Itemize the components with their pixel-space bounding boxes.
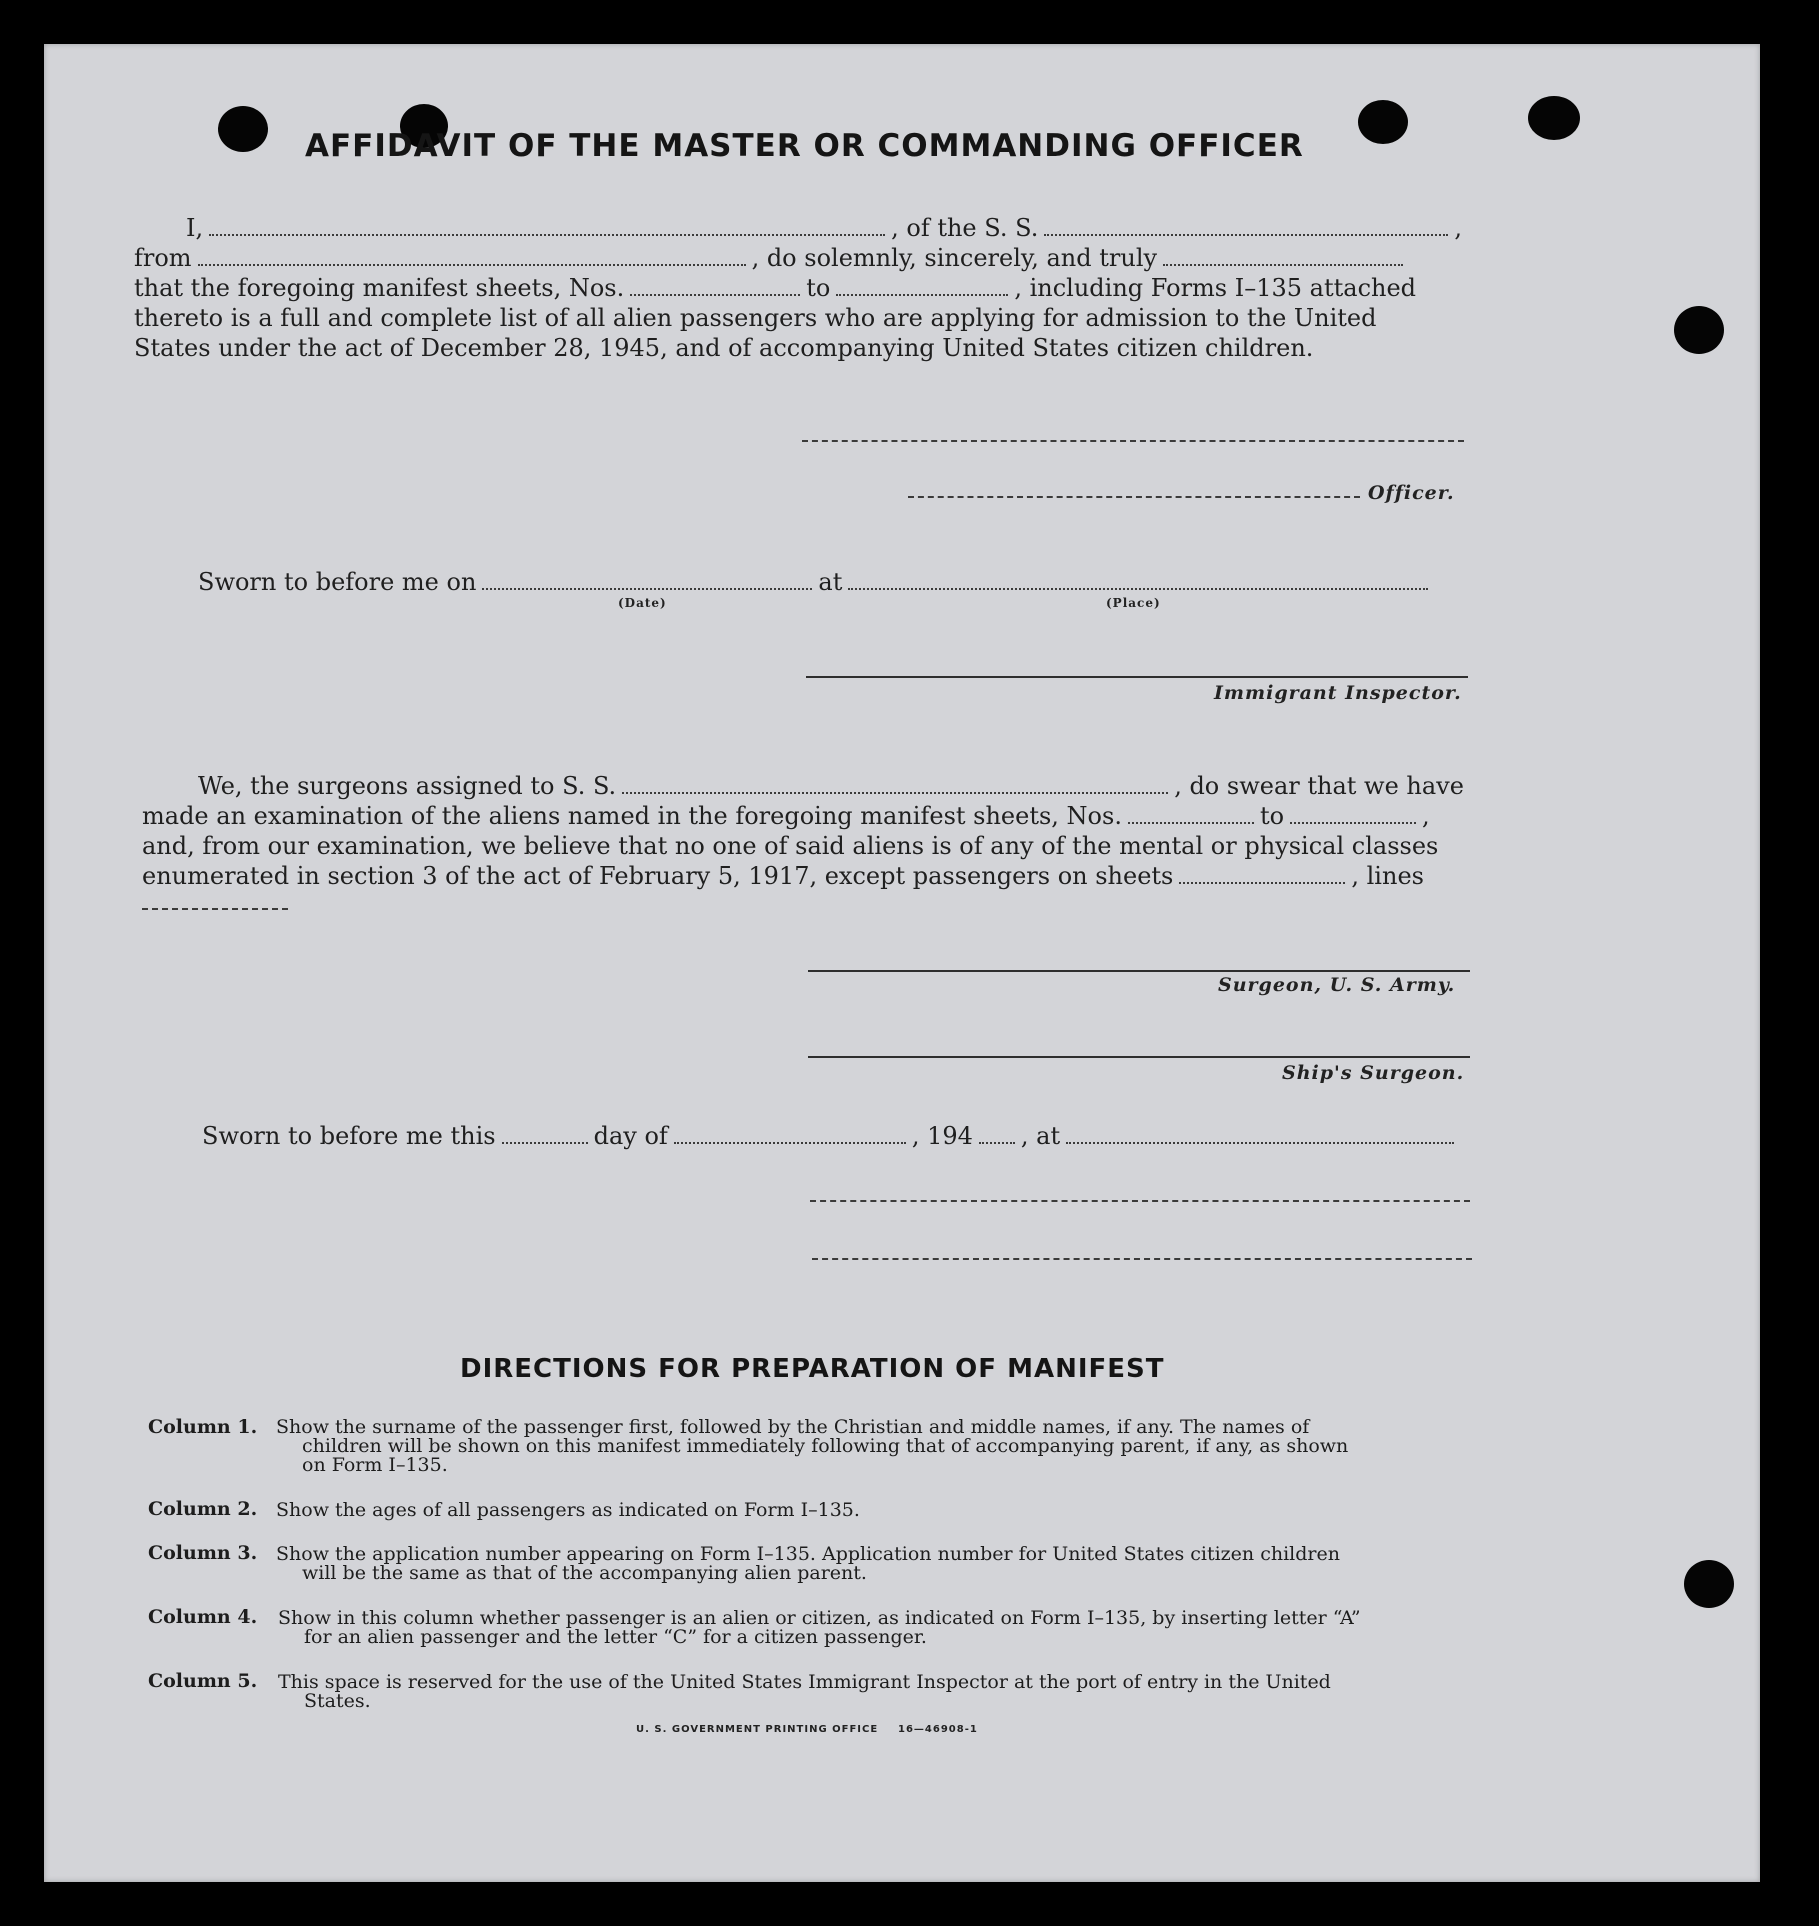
column-2-label: Column 2. [148, 1498, 258, 1520]
affidavit-line2-text-a: from [134, 244, 192, 272]
surgeons-line-3: and, from our examination, we believe that no one of said aliens is of any of the mental or physical classes [142, 832, 1439, 860]
punch-hole [1358, 100, 1408, 144]
day-field[interactable] [502, 1142, 588, 1144]
exam-sheet-to-field[interactable] [1290, 822, 1416, 824]
punch-hole [1684, 1560, 1734, 1608]
column-3-text [276, 1545, 1340, 1583]
name-field[interactable] [209, 234, 885, 236]
sworn2-place-field[interactable] [1066, 1142, 1454, 1144]
exam-sheet-from-field[interactable] [1128, 822, 1254, 824]
army-surgeon-label: Surgeon, U. S. Army. [1218, 974, 1456, 996]
column-1-label: Column 1. [148, 1416, 258, 1438]
sworn2-text-a: Sworn to before me this [202, 1122, 496, 1150]
sworn-date-field[interactable] [482, 588, 812, 590]
column-5-text [278, 1673, 1331, 1711]
column-1-line: Show the surname of the passenger first, followed by the Christian and middle names, if any. The names of [276, 1416, 1310, 1438]
column-4-label: Column 4. [148, 1606, 258, 1628]
column-1-text [276, 1418, 1348, 1475]
affidavit-line1-text-c: , [1454, 214, 1462, 242]
affidavit-line3-text-b: to [806, 274, 831, 302]
ship-name-field[interactable] [1044, 234, 1448, 236]
column-2-text [276, 1501, 860, 1520]
column-4-line: for an alien passenger and the letter “C” for a citizen passenger. [304, 1626, 927, 1648]
officer-label: Officer. [1368, 482, 1455, 504]
column-3-line: will be the same as that of the accompanying alien parent. [302, 1562, 867, 1584]
except-sheets-field[interactable] [1179, 882, 1345, 884]
affidavit-line-5: States under the act of December 28, 1945, and of accompanying United States citizen children. [134, 334, 1314, 362]
sworn2-text-d: , at [1020, 1122, 1061, 1150]
sworn2-text-c: , 194 [911, 1122, 973, 1150]
officer-signature-line-1[interactable] [802, 440, 1464, 442]
surgeons-line-2 [142, 802, 1430, 830]
ship-surgeon-signature-line[interactable] [808, 1056, 1470, 1058]
printer-imprint: U. S. GOVERNMENT PRINTING OFFICE [636, 1724, 879, 1735]
column-1-line: on Form I–135. [302, 1454, 448, 1476]
sworn2-text-b: day of [593, 1122, 668, 1150]
affidavit-line2-text-b: , do solemnly, sincerely, and truly [751, 244, 1158, 272]
place-caption: (Place) [1106, 596, 1161, 610]
sworn2-signature-line-2[interactable] [812, 1258, 1472, 1260]
officer-signature-line-2[interactable] [908, 496, 1360, 498]
sworn1-text-b: at [818, 568, 843, 596]
affidavit-line1-text-b: , of the S. S. [891, 214, 1039, 242]
surgeons-line4-text-b: , lines [1351, 862, 1424, 890]
sworn1-text-a: Sworn to before me on [198, 568, 477, 596]
affidavit-line3-text-c: , including Forms I–135 attached [1014, 274, 1417, 302]
affidavit-line3-text-a: that the foregoing manifest sheets, Nos. [134, 274, 625, 302]
affidavit-line1-text-a: I, [186, 214, 204, 242]
column-2-line: Show the ages of all passengers as indicated on Form I–135. [276, 1499, 860, 1521]
sworn-line-2 [202, 1122, 1460, 1150]
surgeons-line-4 [142, 862, 1424, 890]
sheet-to-field[interactable] [836, 294, 1008, 296]
column-5-label: Column 5. [148, 1670, 258, 1692]
surgeons-line1-text-a: We, the surgeons assigned to S. S. [198, 772, 617, 800]
column-3-line: Show the application number appearing on Form I–135. Application number for United States citizen children [276, 1543, 1340, 1565]
affidavit-title: AFFIDAVIT OF THE MASTER OR COMMANDING OFFICER [305, 128, 1304, 164]
ship-surgeon-label: Ship's Surgeon. [1282, 1062, 1465, 1084]
surgeons-line2-text-c: , [1422, 802, 1430, 830]
lines-field[interactable] [142, 908, 288, 910]
directions-title: DIRECTIONS FOR PREPARATION OF MANIFEST [460, 1354, 1165, 1384]
punch-hole [1674, 306, 1724, 354]
sworn-place-field[interactable] [848, 588, 1428, 590]
punch-hole [218, 106, 268, 152]
column-4-text [278, 1609, 1361, 1647]
column-5-line: States. [304, 1690, 371, 1712]
affidavit-line-4: thereto is a full and complete list of all alien passengers who are applying for admission to the United [134, 304, 1377, 332]
month-field[interactable] [674, 1142, 906, 1144]
form-code: 16—46908-1 [898, 1724, 978, 1735]
sworn-line-1 [198, 568, 1434, 596]
column-5-line: This space is reserved for the use of the United States Immigrant Inspector at the port of entry in the United [278, 1671, 1331, 1693]
surgeons-line4-text-a: enumerated in section 3 of the act of February 5, 1917, except passengers on sheets [142, 862, 1174, 890]
surgeons-ship-field[interactable] [622, 792, 1168, 794]
inspector-signature-line[interactable] [806, 676, 1468, 678]
surgeons-line2-text-b: to [1259, 802, 1285, 830]
surgeons-line1-text-b: , do swear that we have [1174, 772, 1464, 800]
oath-field[interactable] [1163, 264, 1403, 266]
sheet-from-field[interactable] [630, 294, 800, 296]
affidavit-line-2 [134, 244, 1409, 272]
column-3-label: Column 3. [148, 1542, 258, 1564]
sworn2-signature-line-1[interactable] [810, 1200, 1470, 1202]
from-field[interactable] [198, 264, 746, 266]
punch-hole [1528, 96, 1580, 140]
column-4-line: Show in this column whether passenger is an alien or citizen, as indicated on Form I–135, by inserting letter “A” [278, 1607, 1361, 1629]
surgeons-line2-text-a: made an examination of the aliens named in the foregoing manifest sheets, Nos. [142, 802, 1122, 830]
affidavit-line-3 [134, 274, 1416, 302]
inspector-label: Immigrant Inspector. [1214, 682, 1462, 704]
column-1-line: children will be shown on this manifest immediately following that of accompanying parent, if any, as shown [302, 1435, 1349, 1457]
army-surgeon-signature-line[interactable] [808, 970, 1470, 972]
date-caption: (Date) [618, 596, 667, 610]
affidavit-line-1 [186, 214, 1462, 242]
surgeons-line-1 [198, 772, 1464, 800]
year-field[interactable] [979, 1142, 1015, 1144]
